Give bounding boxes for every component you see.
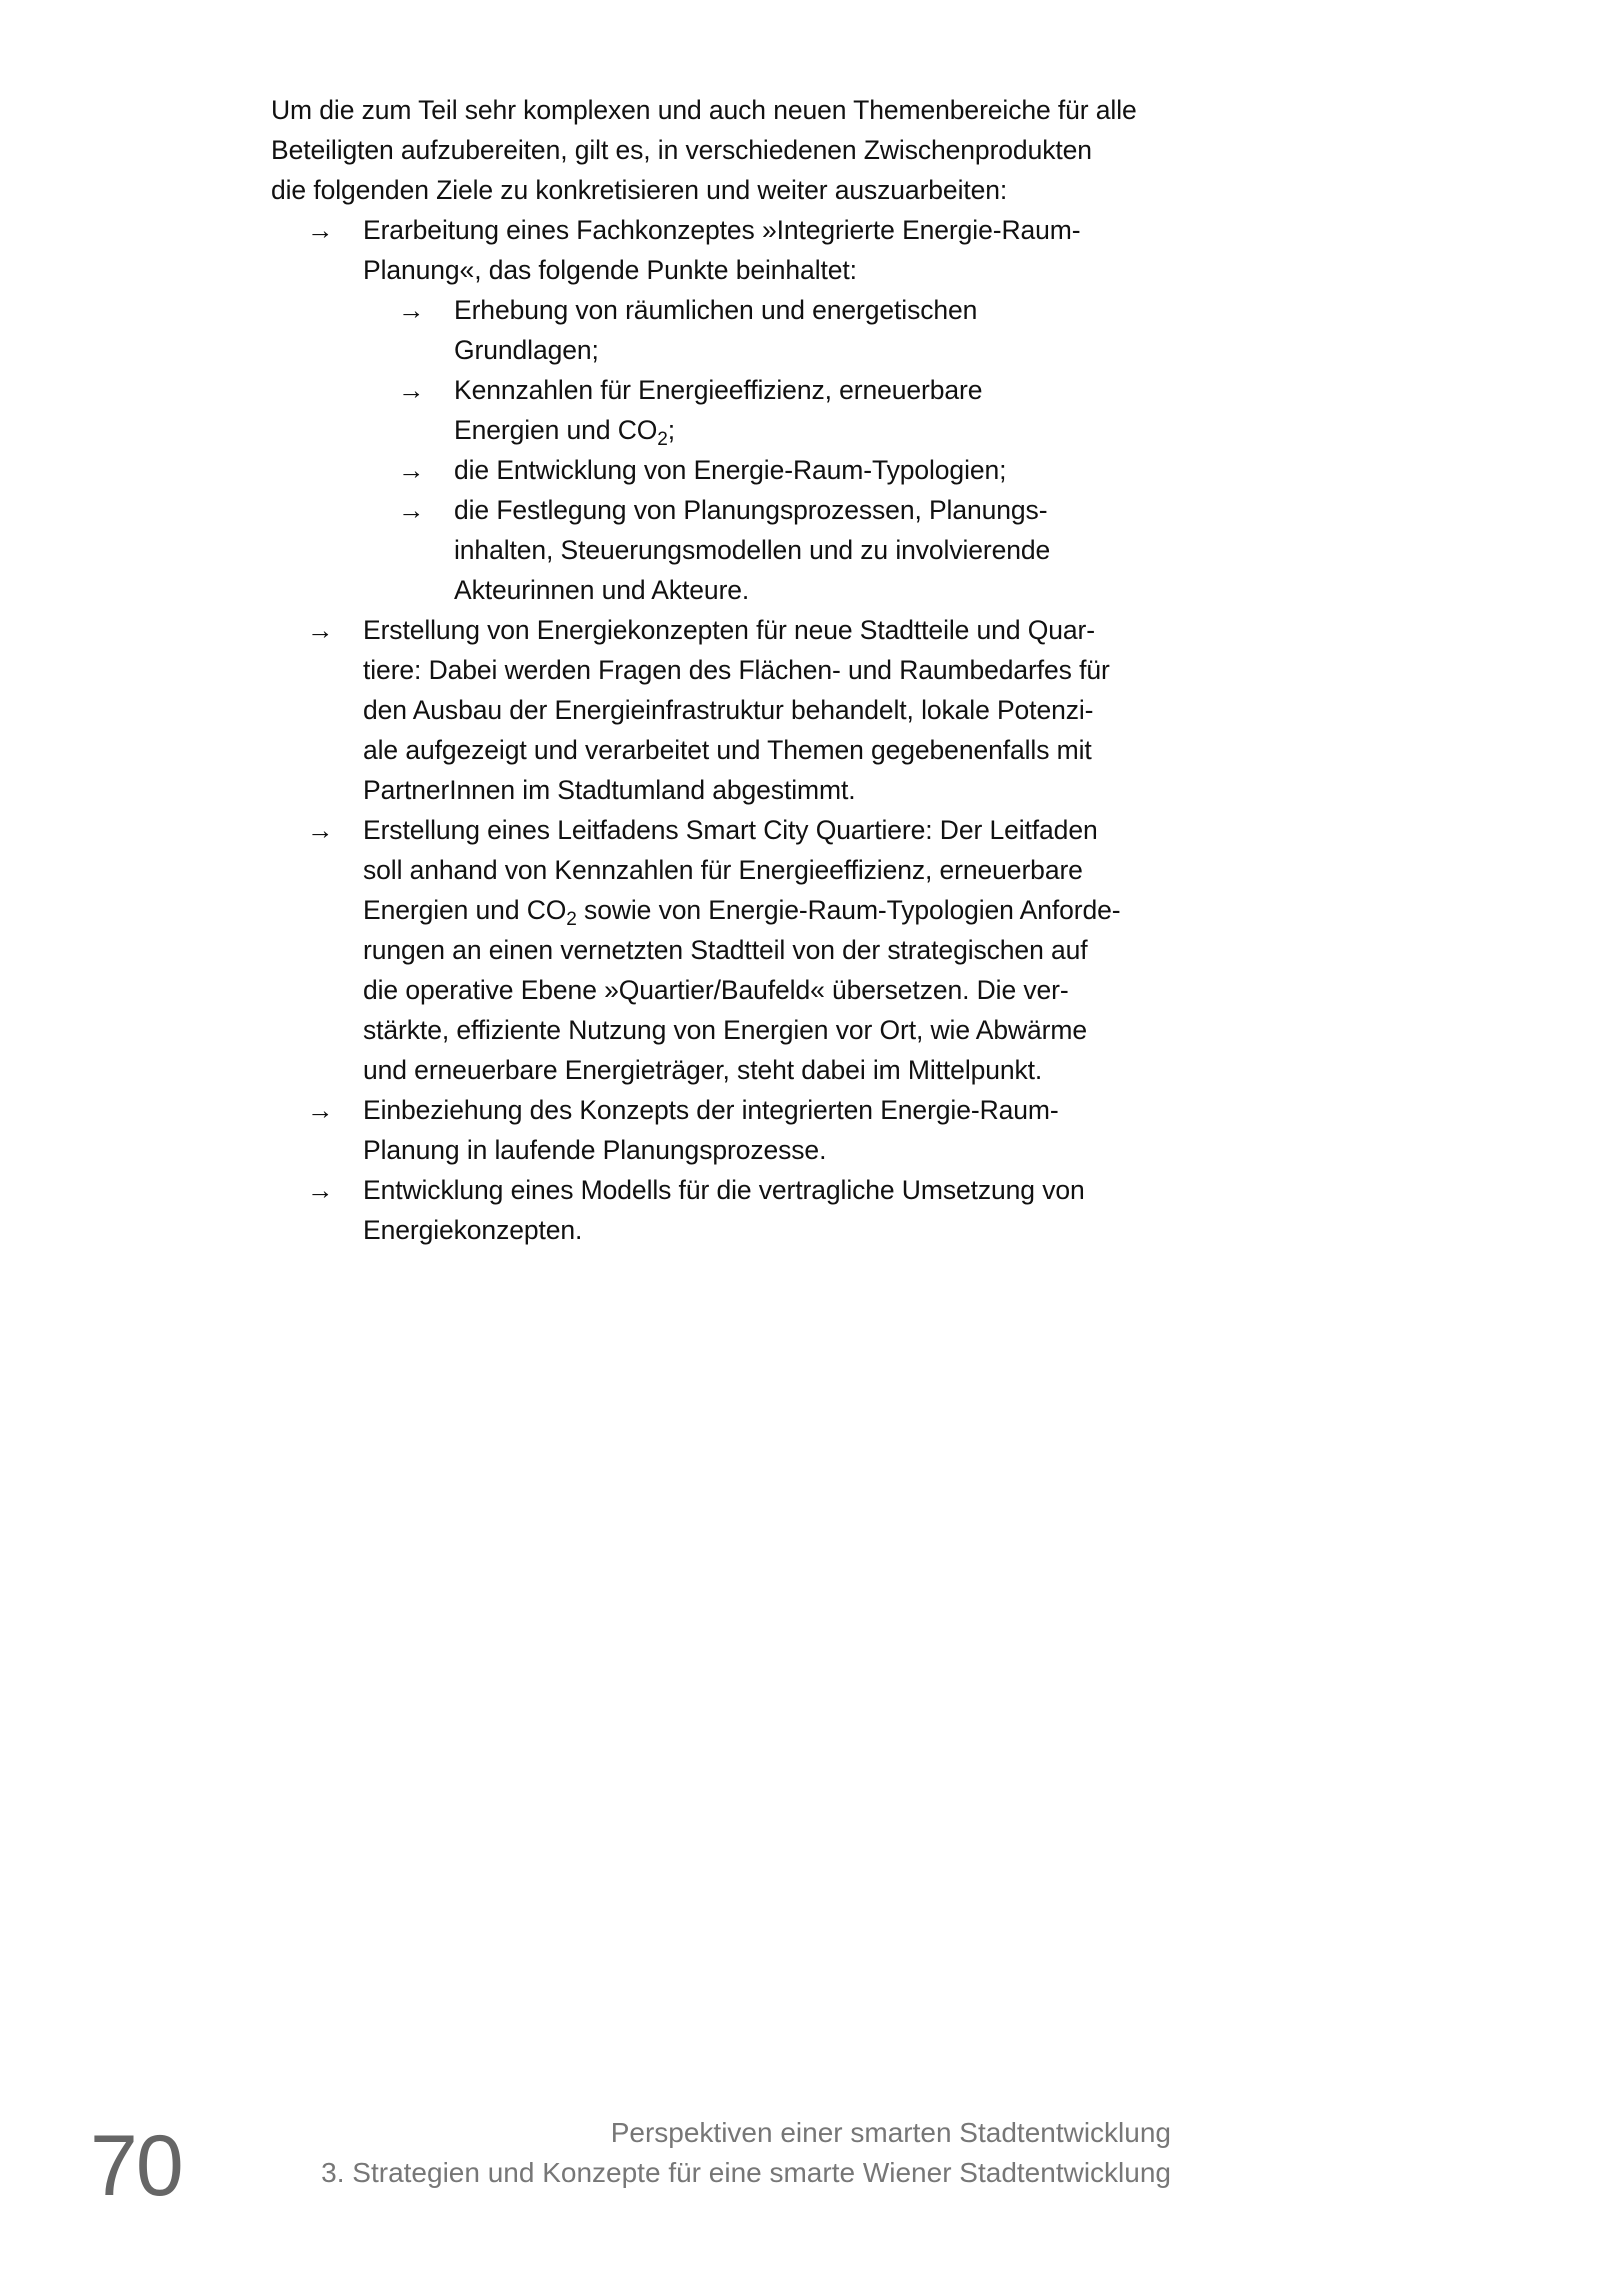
- arrow-right-icon: →: [398, 495, 425, 525]
- arrow-right-icon: →: [307, 815, 334, 845]
- subscript: 2: [566, 909, 577, 931]
- list-item-leitfaden: → Erstellung eines Leitfadens Smart City Quartiere: Der Leitfaden soll anhand von Kennzahlen für Energieeffizienz, erneuerbare Energien und $CO_2$ sowie von Energie-Raum-Typologien Anforde- rungen an einen vernetzten Stadtteil von der strategischen auf die operative Ebene »Quartier/Baufeld« übersetzen. Die ver- stärkte, effiziente Nutzung von Energien vor Ort, wie Abwärme und erneuerbare Energieträger, steht dabei im Mittelpunkt.: [271, 810, 1181, 1090]
- footer-chapter-title: 3. Strategien und Konzepte für eine smarte Wiener Stadtentwicklung: [321, 2157, 1171, 2188]
- arrow-right-icon: →: [398, 375, 425, 405]
- arrow-right-icon: →: [307, 1095, 334, 1125]
- arrow-right-icon: →: [307, 1175, 334, 1205]
- intro-line: die folgenden Ziele zu konkretisieren und weiter auszuarbeiten:: [271, 175, 1008, 205]
- body-text: [271, 90, 1181, 1250]
- list-item-einbeziehung: → Einbeziehung des Konzepts der integrierten Energie-Raum- Planung in laufende Planungsprozesse.: [271, 1090, 1181, 1170]
- arrow-right-icon: →: [307, 215, 334, 245]
- arrow-right-icon: →: [398, 455, 425, 485]
- intro-line: Beteiligten aufzubereiten, gilt es, in verschiedenen Zwischenprodukten: [271, 135, 1092, 165]
- intro-line: Um die zum Teil sehr komplexen und auch neuen Themenbereiche für alle: [271, 95, 1137, 125]
- sub-list-item-typologien: → die Entwicklung von Energie-Raum-Typologien;: [271, 450, 1181, 490]
- arrow-right-icon: →: [398, 295, 425, 325]
- subscript: 2: [657, 429, 668, 451]
- sub-list-item-kennzahlen: → Kennzahlen für Energieeffizienz, erneuerbare Energien und $CO_2$;: [271, 370, 1181, 450]
- sub-list-item-festlegung: → die Festlegung von Planungsprozessen, Planungs- inhalten, Steuerungsmodellen und zu involvierende Akteurinnen und Akteure.: [271, 490, 1181, 610]
- list-item-modell: → Entwicklung eines Modells für die vertragliche Umsetzung von Energiekonzepten.: [271, 1170, 1181, 1250]
- sub-list-item-erhebung: → Erhebung von räumlichen und energetischen Grundlagen;: [271, 290, 1181, 370]
- page-number: 70: [90, 2118, 182, 2214]
- list-item-energiekonzepte: → Erstellung von Energiekonzepten für neue Stadtteile und Quar- tiere: Dabei werden Fragen des Flächen- und Raumbedarfes für den Ausbau der Energieinfrastruktur behandelt, lokale Potenzi- ale aufgezeigt und verarbeitet und Themen gegebenenfalls mit PartnerInnen im Stadtumland abgestimmt.: [271, 610, 1181, 810]
- arrow-right-icon: →: [307, 615, 334, 645]
- list-item-fachkonzept: → Erarbeitung eines Fachkonzeptes »Integrierte Energie-Raum- Planung«, das folgende Punkte beinhaltet:: [271, 210, 1181, 290]
- running-footer: [321, 2113, 1171, 2193]
- intro-paragraph: [271, 90, 1181, 210]
- footer-book-title: Perspektiven einer smarten Stadtentwicklung: [610, 2117, 1171, 2148]
